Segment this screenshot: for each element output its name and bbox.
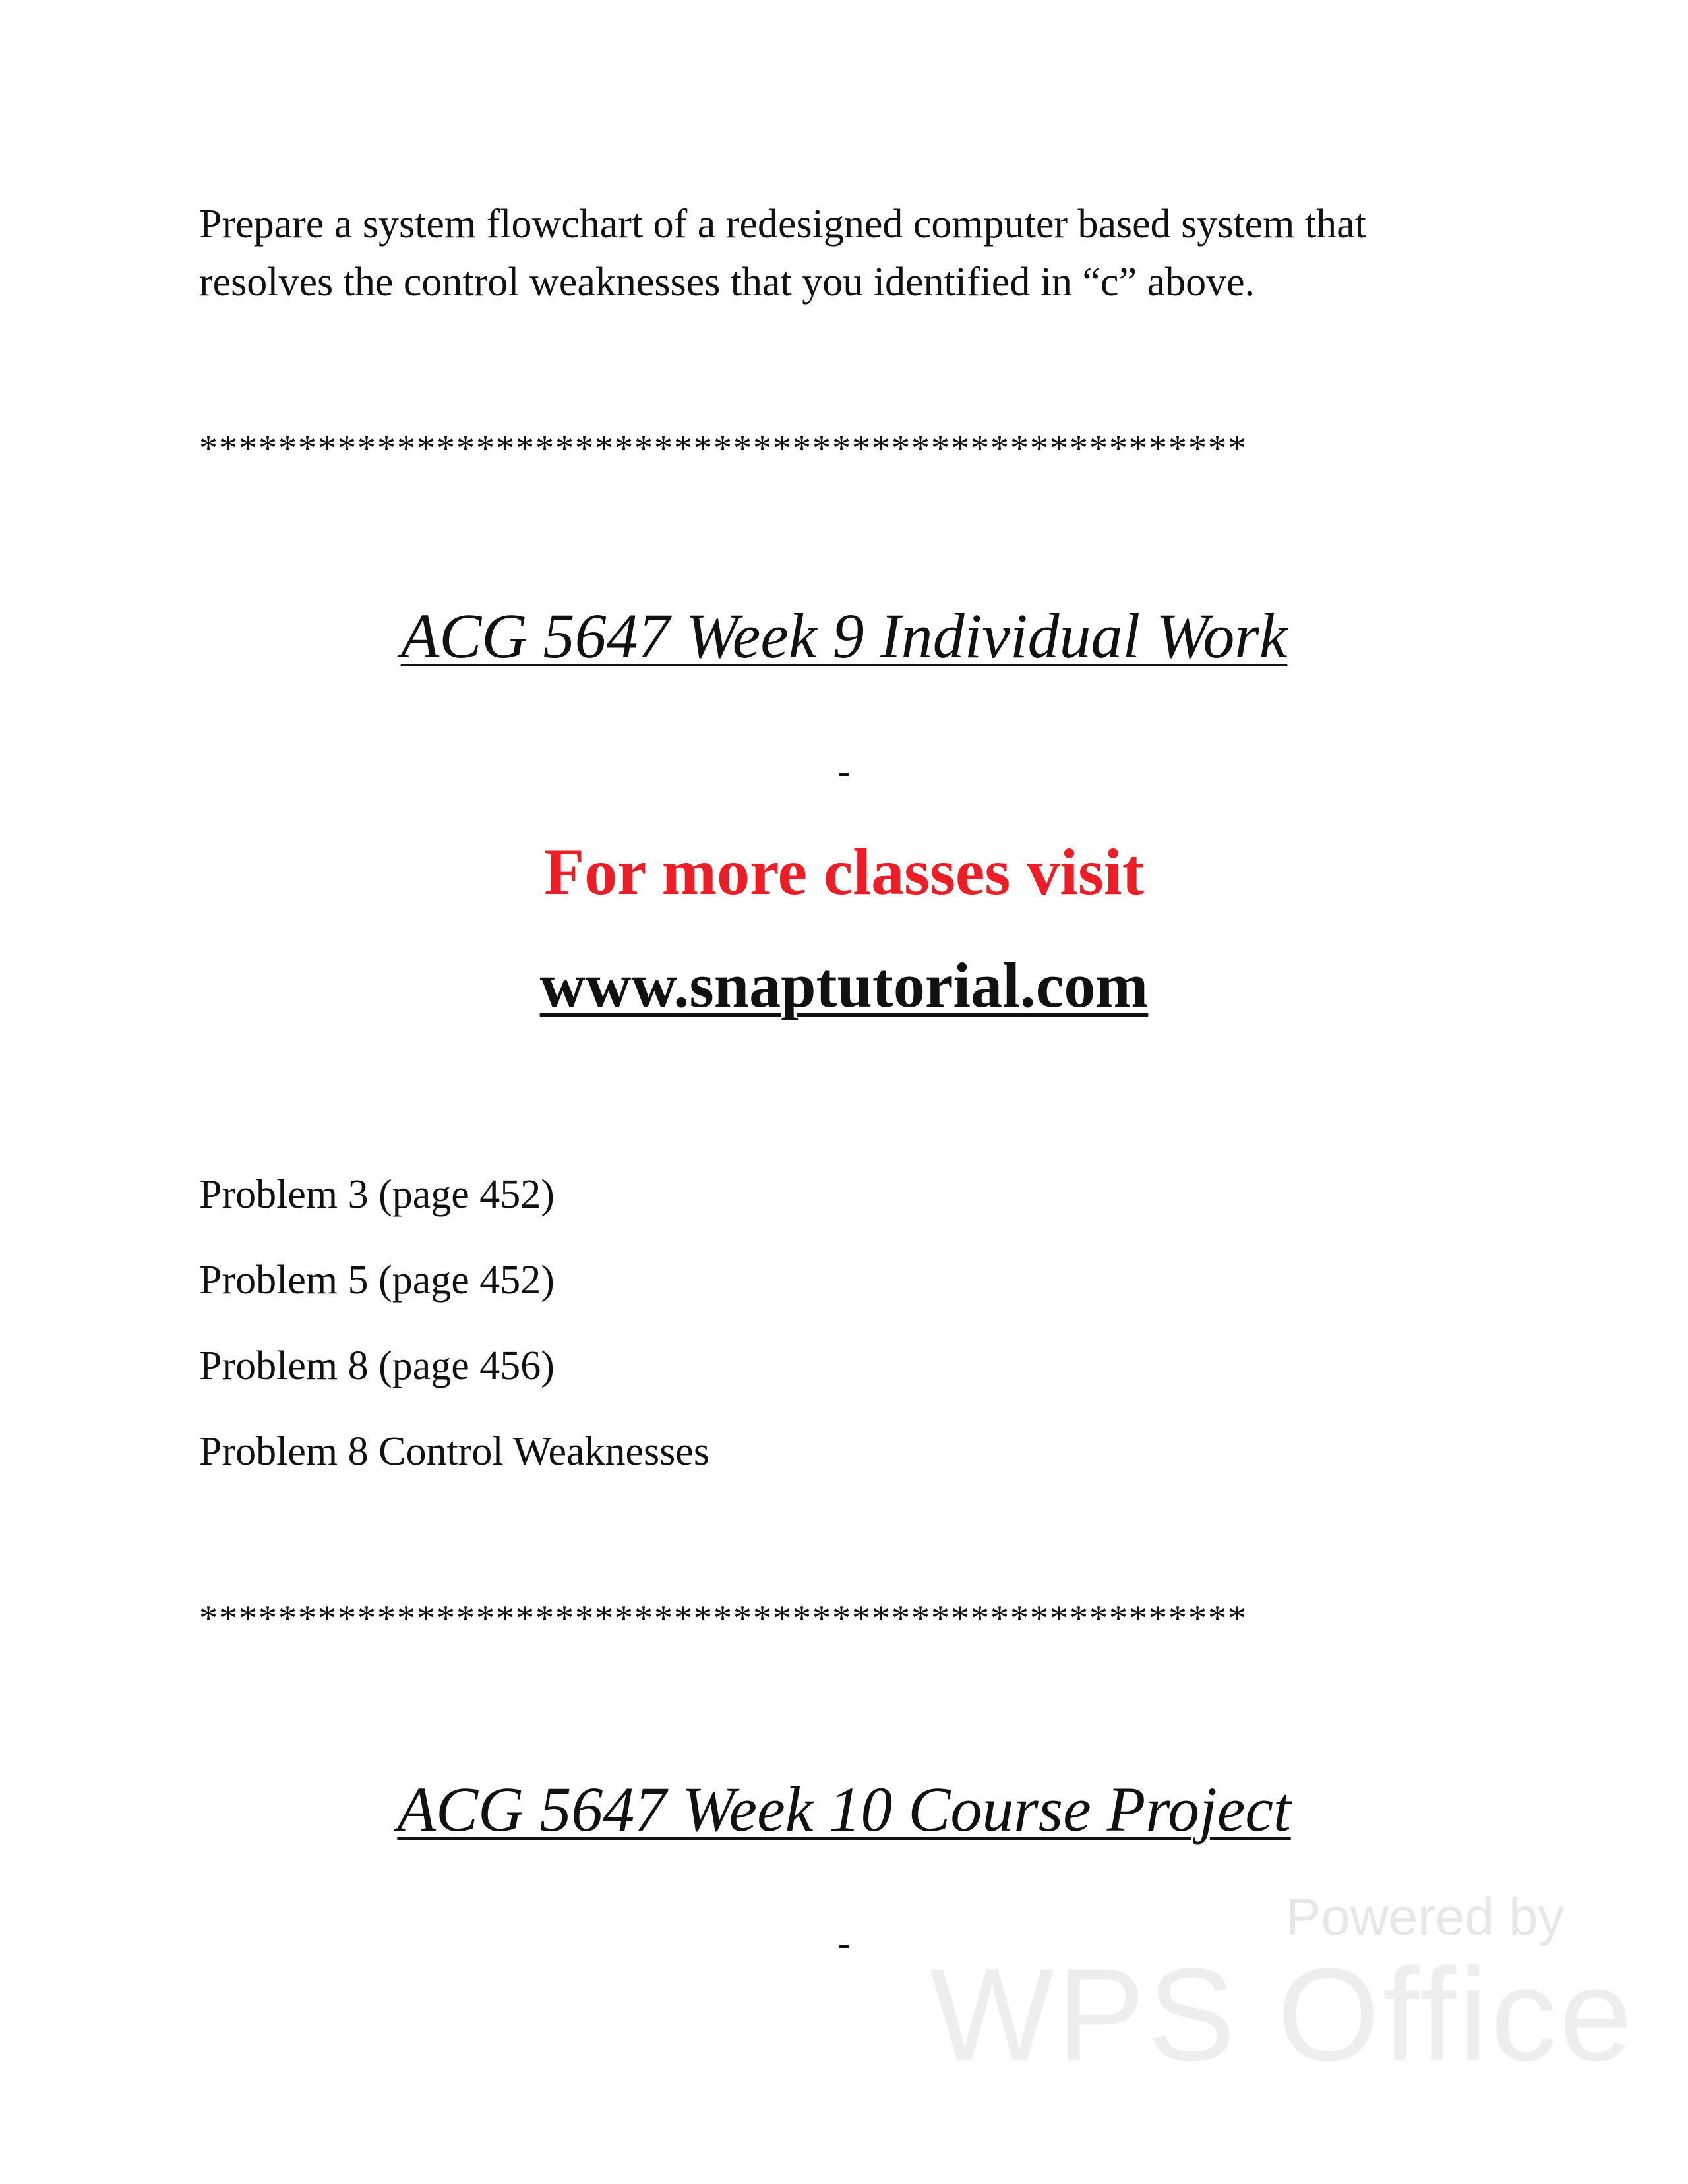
watermark-powered-by: Powered by bbox=[1286, 1887, 1565, 1946]
list-item: Problem 3 (page 452) bbox=[199, 1172, 555, 1217]
website-link[interactable]: www.snaptutorial.com bbox=[539, 950, 1149, 1020]
intro-paragraph bbox=[199, 195, 1518, 311]
list-item: Problem 5 (page 452) bbox=[199, 1258, 555, 1303]
intro-line-2: resolves the control weaknesses that you identified in “c” above. bbox=[199, 260, 1255, 305]
separator-bottom: ***************************************************** bbox=[199, 1598, 1248, 1639]
list-item: Problem 8 Control Weaknesses bbox=[199, 1429, 709, 1474]
section-dash-1: - bbox=[837, 751, 851, 792]
watermark-wps-office: WPS Office bbox=[930, 1941, 1635, 2088]
wps-office-watermark bbox=[917, 1882, 1635, 2088]
list-item: Problem 8 (page 456) bbox=[199, 1343, 555, 1388]
separator-top: ***************************************************** bbox=[199, 428, 1248, 469]
section-title-week-10: ACG 5647 Week 10 Course Project bbox=[397, 1774, 1291, 1845]
intro-line-1: Prepare a system flowchart of a redesigned computer based system that bbox=[199, 202, 1366, 247]
section-title-week-9: ACG 5647 Week 9 Individual Work bbox=[400, 601, 1288, 671]
section-dash-2: - bbox=[837, 1923, 851, 1964]
promo-text: For more classes visit bbox=[543, 835, 1144, 908]
